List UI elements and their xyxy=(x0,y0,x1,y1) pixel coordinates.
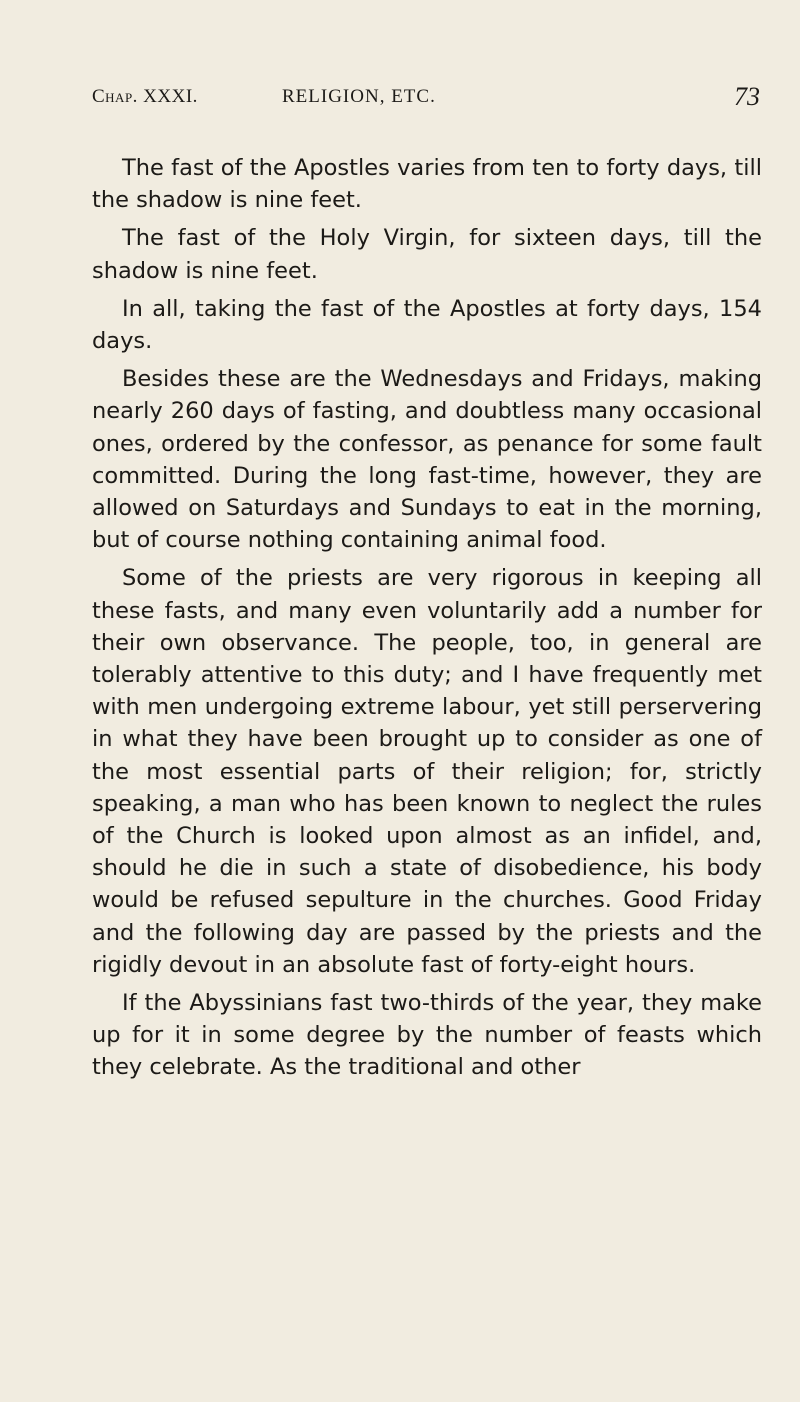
paragraph-priests-rigour: Some of the priests are very rigorous in keeping all these fasts, and many even voluntarily add a number for their own observance. The people, too, in general are tolerably attentive to this duty; and I have frequently met with men undergoing extreme labour, yet still perservering in what they have been brought up to consider as one of the most essential parts of their religion; for, strictly speaking, a man who has been known to neglect the rules of the Church is looked upon almost as an infidel, and, should he die in such a state of disobedience, his body would be refused sepulture in the churches. Good Friday and the following day are passed by the priests and the rigidly devout in an absolute fast of forty-eight hours. xyxy=(92,565,762,978)
body-text xyxy=(92,152,762,1084)
section-title: RELIGION, ETC. xyxy=(282,86,436,107)
paragraph-feasts: If the Abyssinians fast two-thirds of the year, they make up for it in some degree by the number of feasts which they celebrate. As the traditional and other xyxy=(92,990,762,1081)
paragraph-total-days: In all, taking the fast of the Apostles at forty days, 154 days. xyxy=(92,295,762,355)
page-number: 73 xyxy=(734,82,760,111)
paragraph-virgin-fast: The fast of the Holy Virgin, for sixteen days, till the shadow is nine feet. xyxy=(92,225,762,284)
paragraph-wednesdays-fridays: Besides these are the Wednesdays and Fridays, making nearly 260 days of fasting, and doubtless many occasional ones, ordered by the confessor, as penance for some fault committed. During the long fast-time, however, they are allowed on Saturdays and Sundays to eat in the morning, but of course nothing containing animal food. xyxy=(92,366,762,554)
running-head xyxy=(92,82,760,122)
chapter-heading: Chap. XXXI. xyxy=(92,86,198,107)
paragraph-apostles-fast: The fast of the Apostles varies from ten to forty days, till the shadow is nine feet. xyxy=(92,155,762,214)
